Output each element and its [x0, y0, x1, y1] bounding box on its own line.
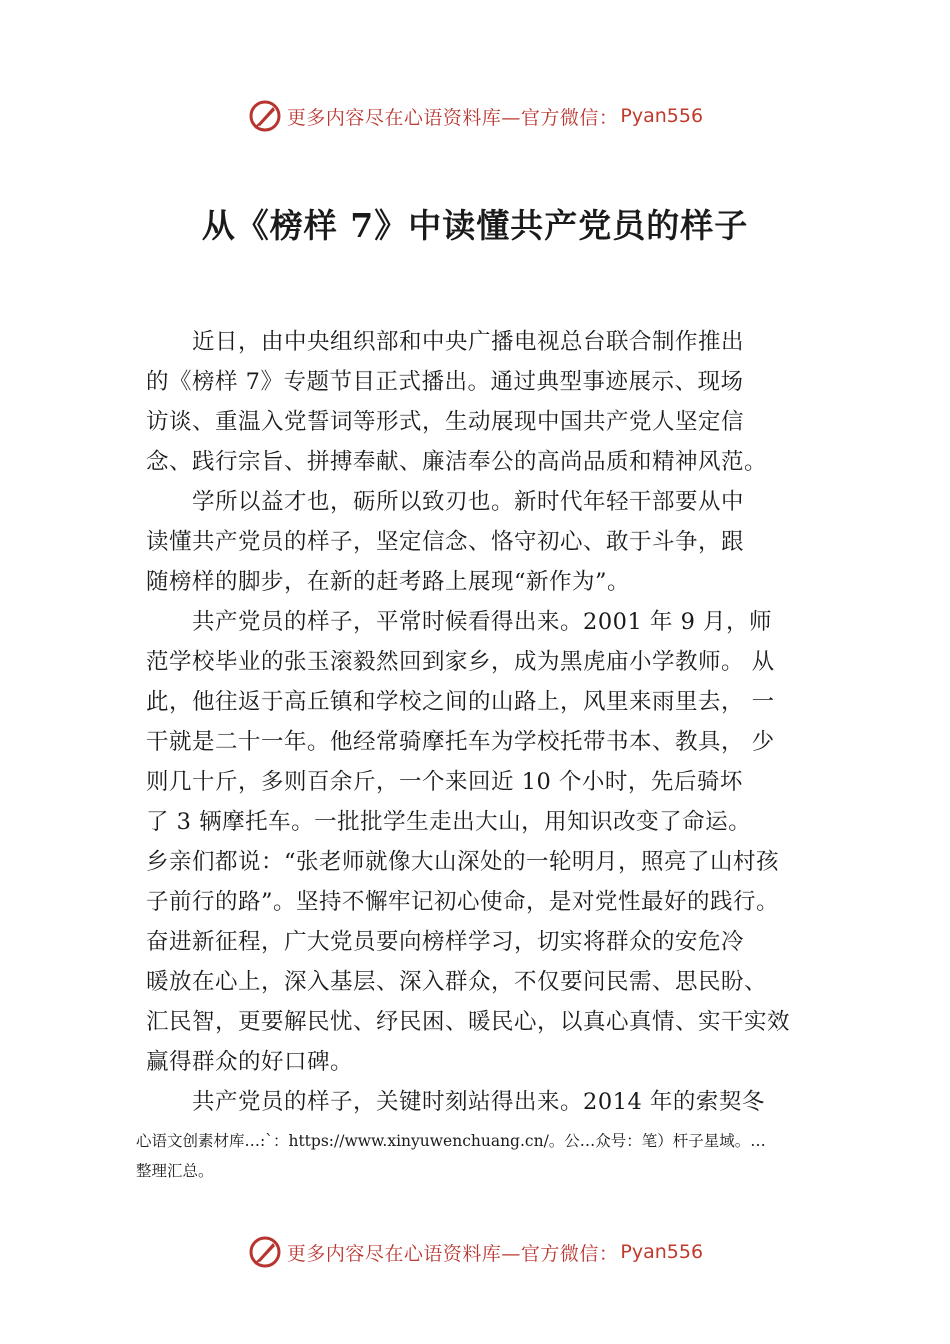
text-line: 此，他往返于高丘镇和学校之间的山路上，风里来雨里去， 一: [146, 689, 775, 715]
text-line: 乡亲们都说：“张老师就像大山深处的一轮明月，照亮了山村孩: [146, 849, 780, 875]
text-line: 共产党员的样子，关键时刻站得出来。2014 年的索契冬: [146, 1089, 765, 1115]
text-line: 则几十斤，多则百余斤，一个来回近 10 个小时，先后骑坏: [146, 769, 743, 795]
text-line: 干就是二十一年。他经常骑摩托车为学校托带书本、教具， 少: [146, 729, 775, 755]
text-line: 学所以益才也，砺所以致刃也。新时代年轻干部要从中: [146, 489, 745, 515]
quill-logo-icon: [247, 1234, 283, 1270]
banner-wechat-id: Pyan556: [620, 1241, 704, 1263]
text-line: 念、践行宗旨、拼搏奉献、廉洁奉公的高尚品质和精神风范。: [146, 449, 768, 475]
source-note-line: 整理汇总。: [136, 1162, 214, 1180]
text-line: 奋进新征程，广大党员要向榜样学习，切实将群众的安危冷: [146, 929, 745, 955]
text-line: 读懂共产党员的样子，坚定信念、恪守初心、敢于斗争，跟: [146, 529, 745, 555]
text-line: 的《榜样 7》专题节目正式播出。通过典型事迹展示、现场: [146, 369, 744, 395]
text-line: 范学校毕业的张玉滚毅然回到家乡，成为黑虎庙小学教师。 从: [146, 649, 775, 675]
quill-logo-icon: [247, 98, 283, 134]
source-note-line: 心语文创素材库…:`：https://www.xinyuwenchuang.cn/。公…众号：笔）杆子星域。…: [136, 1132, 766, 1150]
text-line: 访谈、重温入党誓词等形式，生动展现中国共产党人坚定信: [146, 409, 745, 435]
text-line: 暖放在心上，深入基层、深入群众，不仅要问民需、思民盼、: [146, 969, 768, 995]
text-line: 近日，由中央组织部和中央广播电视总台联合制作推出: [146, 329, 745, 355]
text-line: 共产党员的样子，平常时候看得出来。2001 年 9 月，师: [146, 609, 773, 635]
header-banner: [0, 96, 950, 136]
banner-text: 更多内容尽在心语资料库—官方微信：: [286, 106, 619, 129]
article-body: [146, 322, 826, 1122]
text-line: 赢得群众的好口碑。: [146, 1049, 354, 1075]
text-line: 子前行的路”。坚持不懈牢记初心使命，是对党性最好的践行。: [146, 889, 780, 915]
text-line: 了 3 辆摩托车。一批批学生走出大山，用知识改变了命运。: [146, 809, 752, 835]
text-line: 汇民智，更要解民忧、纾民困、暖民心，以真心真情、实干实效: [146, 1009, 791, 1035]
banner-wechat-id: Pyan556: [620, 105, 704, 127]
text-line: 随榜样的脚步，在新的赶考路上展现“新作为”。: [146, 569, 631, 595]
document-title: 从《榜样 7》中读懂共产党员的样子: [201, 206, 749, 245]
footer-banner: [0, 1232, 950, 1272]
banner-text: 更多内容尽在心语资料库—官方微信：: [286, 1242, 619, 1265]
source-note: [136, 1126, 826, 1186]
